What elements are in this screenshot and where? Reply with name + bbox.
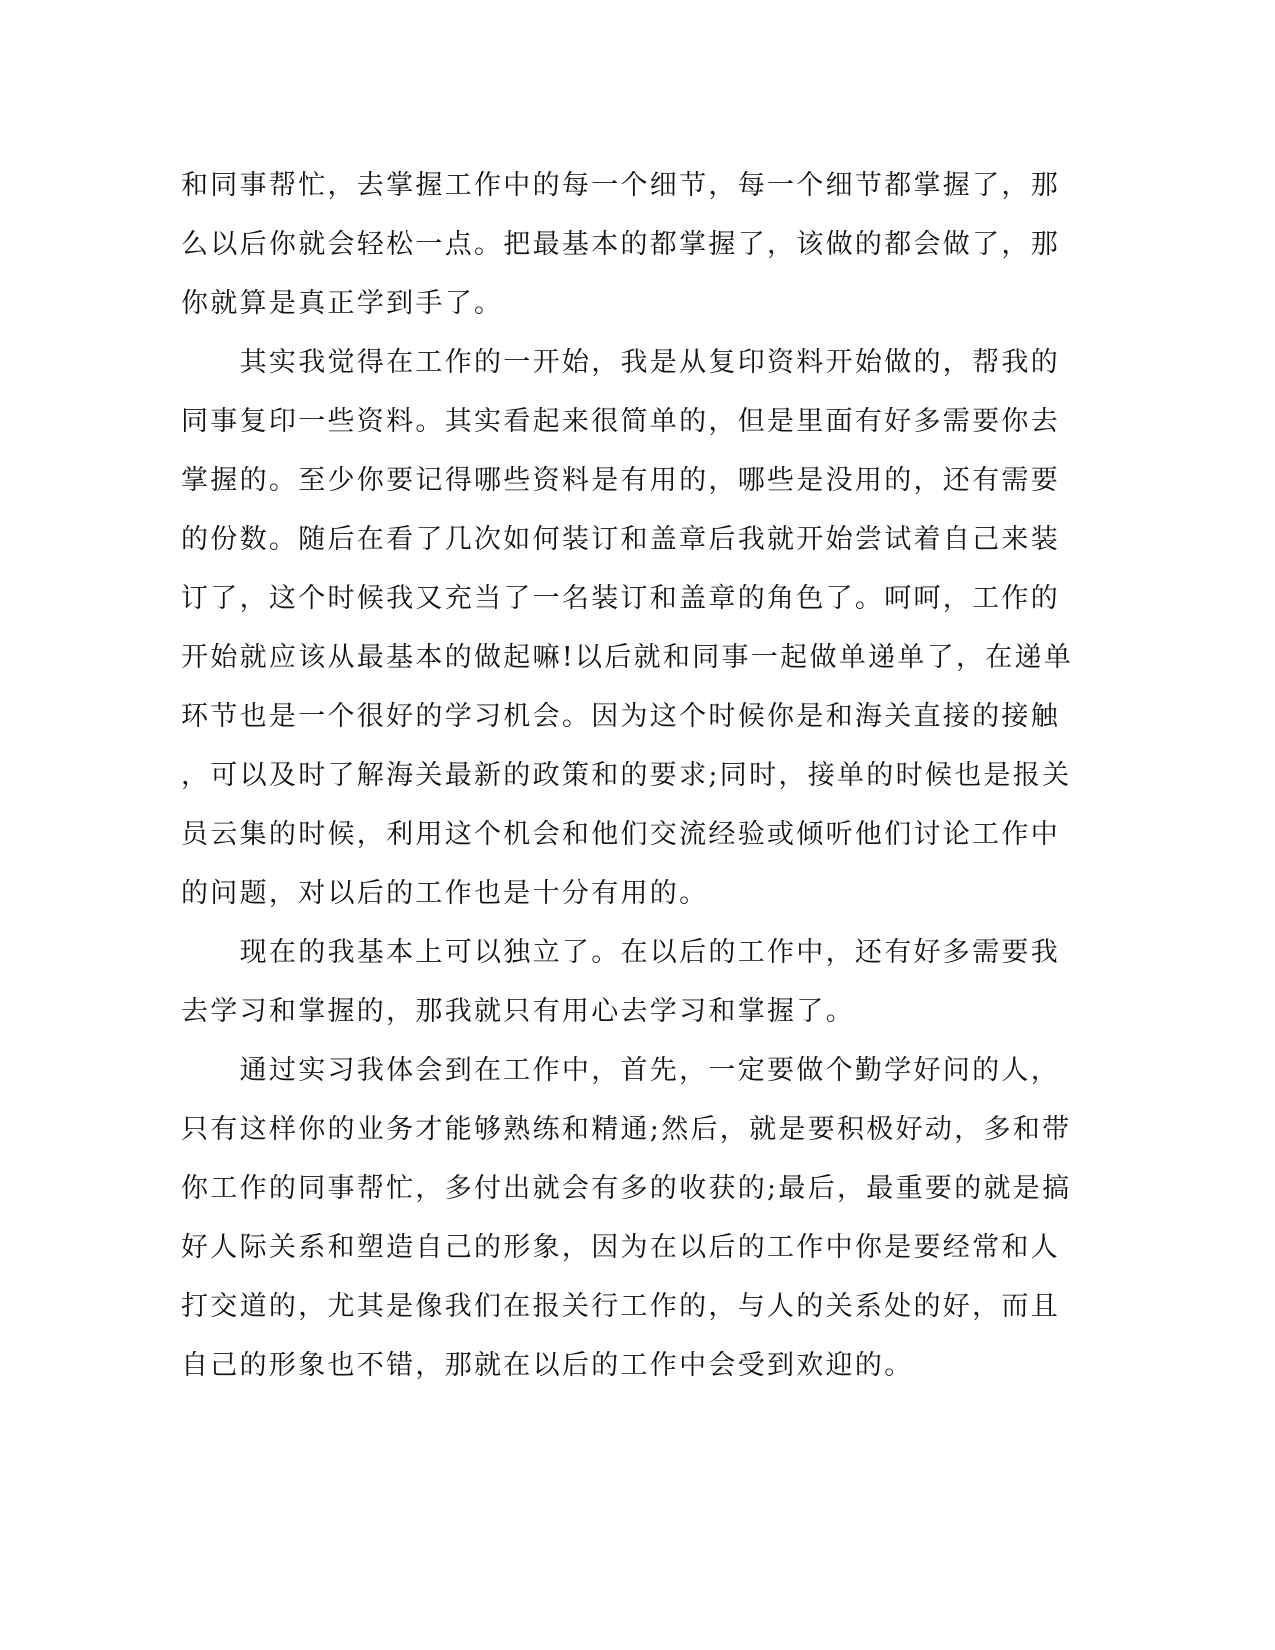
text-line: 自己的形象也不错，那就在以后的工作中会受到欢迎的。 [181,1350,914,1381]
text-line: 掌握的。至少你要记得哪些资料是有用的，哪些是没用的，还有需要 [181,465,1060,496]
text-line: 去学习和掌握的，那我就只有用心去学习和掌握了。 [181,996,855,1027]
text-line: 开始就应该从最基本的做起嘛!以后就和同事一起做单递单了，在递单 [181,642,1074,673]
text-line: 的份数。随后在看了几次如何装订和盖章后我就开始尝试着自己来装 [181,524,1060,555]
text-line: 你就算是真正学到手了。 [181,288,504,319]
text-line: 只有这样你的业务才能够熟练和精通;然后，就是要积极好动，多和带 [181,1114,1072,1145]
text-line: 么以后你就会轻松一点。把最基本的都掌握了，该做的都会做了，那 [181,229,1060,260]
text-line: 订了，这个时候我又充当了一名装订和盖章的角色了。呵呵，工作的 [181,583,1060,614]
text-line: ，可以及时了解海关最新的政策和的要求;同时，接单的时候也是报关 [181,760,1072,791]
paragraph-start-line: 其实我觉得在工作的一开始，我是从复印资料开始做的，帮我的 [181,347,1060,378]
text-line: 你工作的同事帮忙，多付出就会有多的收获的;最后，最重要的就是搞 [181,1173,1072,1204]
text-line: 好人际关系和塑造自己的形象，因为在以后的工作中你是要经常和人 [181,1232,1060,1263]
text-line: 和同事帮忙，去掌握工作中的每一个细节，每一个细节都掌握了，那 [181,170,1060,201]
text-line: 的问题，对以后的工作也是十分有用的。 [181,878,709,909]
text-line: 环节也是一个很好的学习机会。因为这个时候你是和海关直接的接触 [181,701,1060,732]
paragraph-start-line: 现在的我基本上可以独立了。在以后的工作中，还有好多需要我 [181,937,1060,968]
text-line: 打交道的，尤其是像我们在报关行工作的，与人的关系处的好，而且 [181,1291,1060,1322]
text-line: 员云集的时候，利用这个机会和他们交流经验或倾听他们讨论工作中 [181,819,1060,850]
paragraph-start-line: 通过实习我体会到在工作中，首先，一定要做个勤学好问的人， [181,1055,1060,1086]
body-text [181,156,1074,1395]
text-line: 同事复印一些资料。其实看起来很简单的，但是里面有好多需要你去 [181,406,1060,437]
